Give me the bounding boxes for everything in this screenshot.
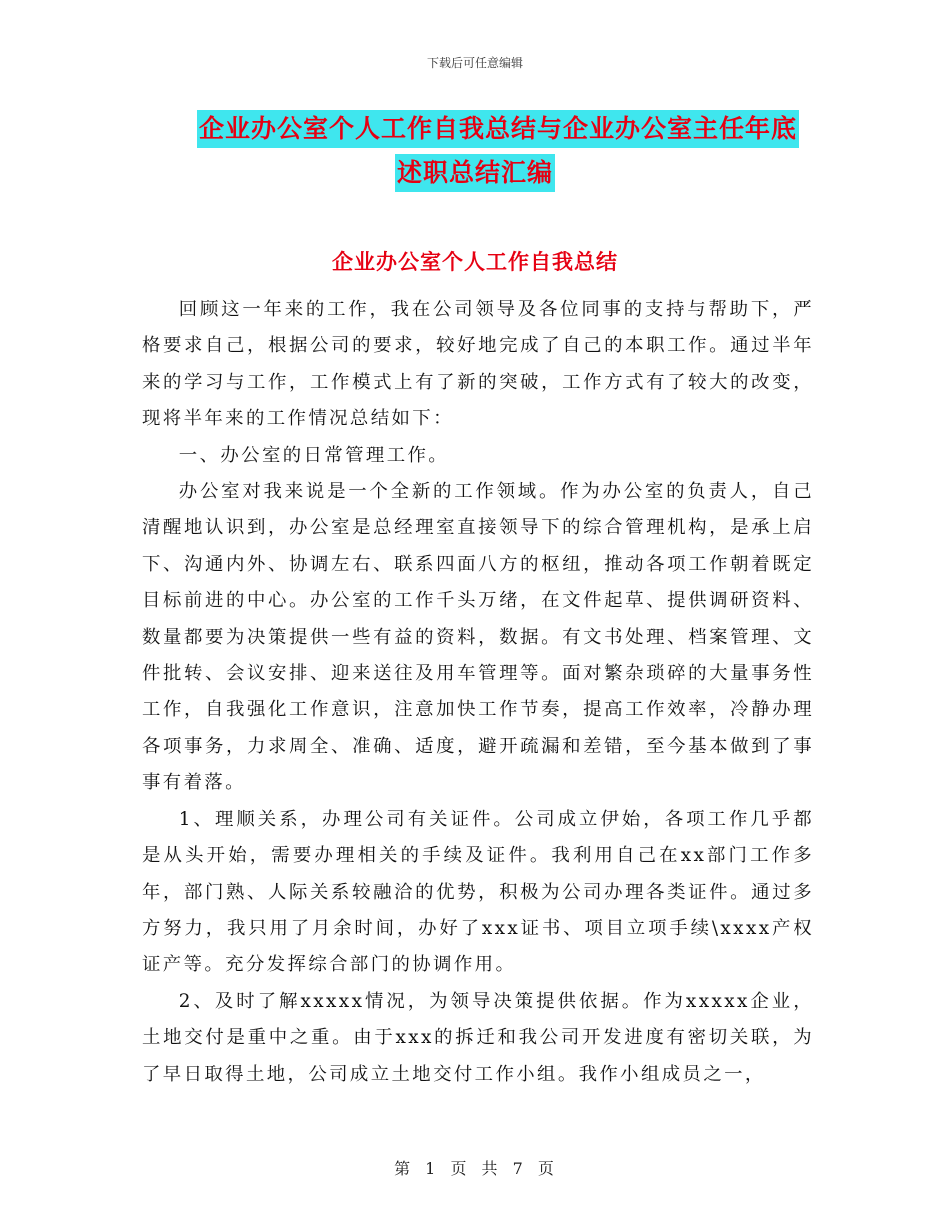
page-number-footer: 第 1 页 共 7 页 <box>394 1159 556 1178</box>
section-title: 企业办公室个人工作自我总结 <box>332 249 618 274</box>
header-note: 下载后可任意编辑 <box>426 56 523 70</box>
paragraph: 2、及时了解xxxxx情况，为领导决策提供依据。作为xxxxx企业，土地交付是重中之重。由于xxx的拆迁和我公司开发进度有密切关联，为了早日取得土地，公司成立土地交付工作小组。我作小组成员之一， <box>142 990 814 1085</box>
paragraph: 1、理顺关系，办理公司有关证件。公司成立伊始，各项工作几乎都是从头开始，需要办理相关的手续及证件。我利用自己在xx部门工作多年，部门熟、人际关系较融洽的优势，积极为公司办理各类证件。通过多方努力，我只用了月余时间，办好了xxx证书、项目立项手续\xxxx产权证产等。充分发挥综合部门的协调作用。 <box>142 808 814 976</box>
paragraph: 办公室对我来说是一个全新的工作领域。作为办公室的负责人，自己清醒地认识到，办公室是总经理室直接领导下的综合管理机构，是承上启下、沟通内外、协调左右、联系四面八方的枢纽，推动各项工作朝着既定目标前进的中心。办公室的工作千头万绪，在文件起草、提供调研资料、数量都要为决策提供一些有益的资料，数据。有文书处理、档案管理、文件批转、会议安排、迎来送往及用车管理等。面对繁杂琐碎的大量事务性工作，自我强化工作意识，注意加快工作节奏，提高工作效率，冷静办理各项事务，力求周全、准确、适度，避开疏漏和差错，至今基本做到了事事有着落。 <box>142 481 814 794</box>
document-title-line-1: 企业办公室个人工作自我总结与企业办公室主任年底 <box>197 110 799 148</box>
paragraph: 一、办公室的日常管理工作。 <box>178 444 450 466</box>
paragraph: 回顾这一年来的工作，我在公司领导及各位同事的支持与帮助下，严格要求自己，根据公司的要求，较好地完成了自己的本职工作。通过半年来的学习与工作，工作模式上有了新的突破，工作方式有了较大的改变，现将半年来的工作情况总结如下： <box>142 299 814 430</box>
document-title-line-2: 述职总结汇编 <box>395 154 555 192</box>
body-text <box>142 292 814 1093</box>
document-title <box>0 110 950 192</box>
